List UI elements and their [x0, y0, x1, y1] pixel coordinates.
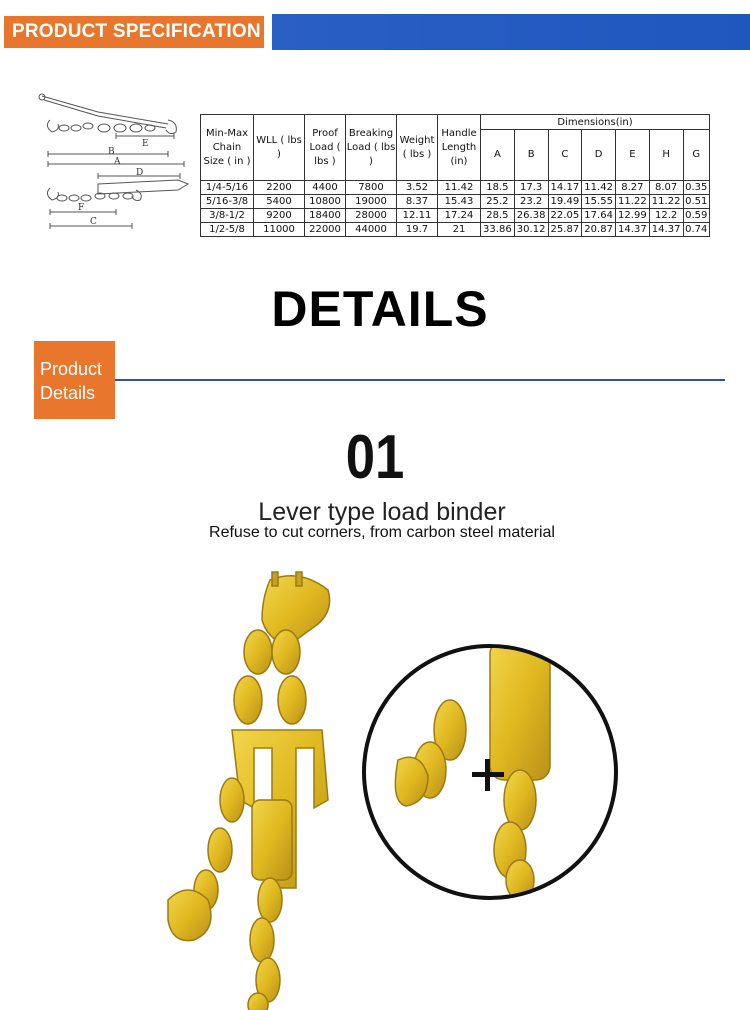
col-breaking-load: Breaking Load ( lbs ): [346, 115, 397, 181]
section-divider: [115, 379, 725, 381]
dim-letter-d: D: [136, 168, 144, 178]
header-blue-band: [272, 14, 750, 50]
table-cell: 2200: [254, 181, 305, 195]
col-dim-a: A: [481, 130, 515, 181]
table-cell: 22.05: [548, 209, 582, 223]
table-cell: 23.2: [514, 195, 548, 209]
col-dim-c: C: [548, 130, 582, 181]
col-dim-e: E: [616, 130, 650, 181]
product-number: 01: [345, 423, 405, 492]
table-cell: 10800: [305, 195, 346, 209]
table-cell: 11.42: [582, 181, 616, 195]
table-cell: 7800: [346, 181, 397, 195]
table-cell: 11.42: [438, 181, 481, 195]
table-cell: 19.49: [548, 195, 582, 209]
table-cell: 11.22: [616, 195, 650, 209]
load-binder-image: [168, 572, 330, 1010]
table-cell: 28.5: [481, 209, 515, 223]
table-cell: 9200: [254, 209, 305, 223]
dim-letter-f: F: [78, 203, 85, 213]
dim-letter-c: C: [90, 217, 97, 227]
table-row: [201, 195, 710, 209]
table-cell: 1/2-5/8: [201, 223, 254, 237]
table-cell: 25.87: [548, 223, 582, 237]
table-cell: 25.2: [481, 195, 515, 209]
product-name: Lever type load binder: [258, 498, 506, 526]
table-cell: 18400: [305, 209, 346, 223]
col-handle-length: Handle Length (in): [438, 115, 481, 181]
table-cell: 0.51: [683, 195, 710, 209]
spec-header-bar: [0, 14, 750, 50]
table-cell: 0.74: [683, 223, 710, 237]
col-dimensions: Dimensions(in): [481, 115, 710, 130]
table-cell: 12.99: [616, 209, 650, 223]
col-dim-d: D: [582, 130, 616, 181]
table-cell: 11.22: [649, 195, 683, 209]
table-cell: 1/4-5/16: [201, 181, 254, 195]
table-cell: 8.27: [616, 181, 650, 195]
table-cell: 20.87: [582, 223, 616, 237]
binder-diagram: [28, 84, 200, 236]
col-dim-h: H: [649, 130, 683, 181]
table-cell: 14.17: [548, 181, 582, 195]
table-cell: 19000: [346, 195, 397, 209]
col-dim-g: G: [683, 130, 710, 181]
table-cell: 0.59: [683, 209, 710, 223]
table-cell: 4400: [305, 181, 346, 195]
table-cell: 15.55: [582, 195, 616, 209]
section-label: PRODUCT SPECIFICATION: [2, 14, 266, 50]
product-subtitle: Refuse to cut corners, from carbon steel material: [209, 524, 555, 541]
col-weight: Weight ( lbs ): [397, 115, 438, 181]
table-cell: 22000: [305, 223, 346, 237]
dim-letter-e: E: [142, 139, 149, 149]
table-cell: 3/8-1/2: [201, 209, 254, 223]
table-cell: 21: [438, 223, 481, 237]
badge-line-1: Product: [40, 359, 103, 379]
table-cell: 18.5: [481, 181, 515, 195]
product-photo: [0, 560, 750, 1010]
table-cell: 8.37: [397, 195, 438, 209]
table-cell: 28000: [346, 209, 397, 223]
col-chain-size: Min-Max Chain Size ( in ): [201, 115, 254, 181]
table-row: [201, 181, 710, 195]
table-cell: 12.2: [649, 209, 683, 223]
table-cell: 14.37: [649, 223, 683, 237]
table-cell: 12.11: [397, 209, 438, 223]
table-cell: 14.37: [616, 223, 650, 237]
product-details-badge: [34, 341, 115, 419]
table-cell: 33.86: [481, 223, 515, 237]
col-wll: WLL ( lbs ): [254, 115, 305, 181]
table-cell: 30.12: [514, 223, 548, 237]
table-cell: 8.07: [649, 181, 683, 195]
dim-letter-b: B: [108, 147, 115, 157]
col-proof-load: Proof Load ( lbs ): [305, 115, 346, 181]
zoom-detail-image: [364, 640, 616, 900]
table-cell: 17.24: [438, 209, 481, 223]
table-cell: 44000: [346, 223, 397, 237]
dim-letter-a: A: [114, 157, 121, 167]
table-cell: 0.35: [683, 181, 710, 195]
details-heading: DETAILS: [271, 281, 489, 337]
table-cell: 5/16-3/8: [201, 195, 254, 209]
table-cell: 26.38: [514, 209, 548, 223]
table-cell: 17.3: [514, 181, 548, 195]
table-cell: 19.7: [397, 223, 438, 237]
table-row: [201, 209, 710, 223]
table-row: [201, 223, 710, 237]
table-cell: 5400: [254, 195, 305, 209]
table-cell: 17.64: [582, 209, 616, 223]
table-cell: 15.43: [438, 195, 481, 209]
table-cell: 3.52: [397, 181, 438, 195]
table-cell: 11000: [254, 223, 305, 237]
badge-line-2: Details: [40, 383, 96, 403]
col-dim-b: B: [514, 130, 548, 181]
spec-table: [200, 114, 710, 237]
